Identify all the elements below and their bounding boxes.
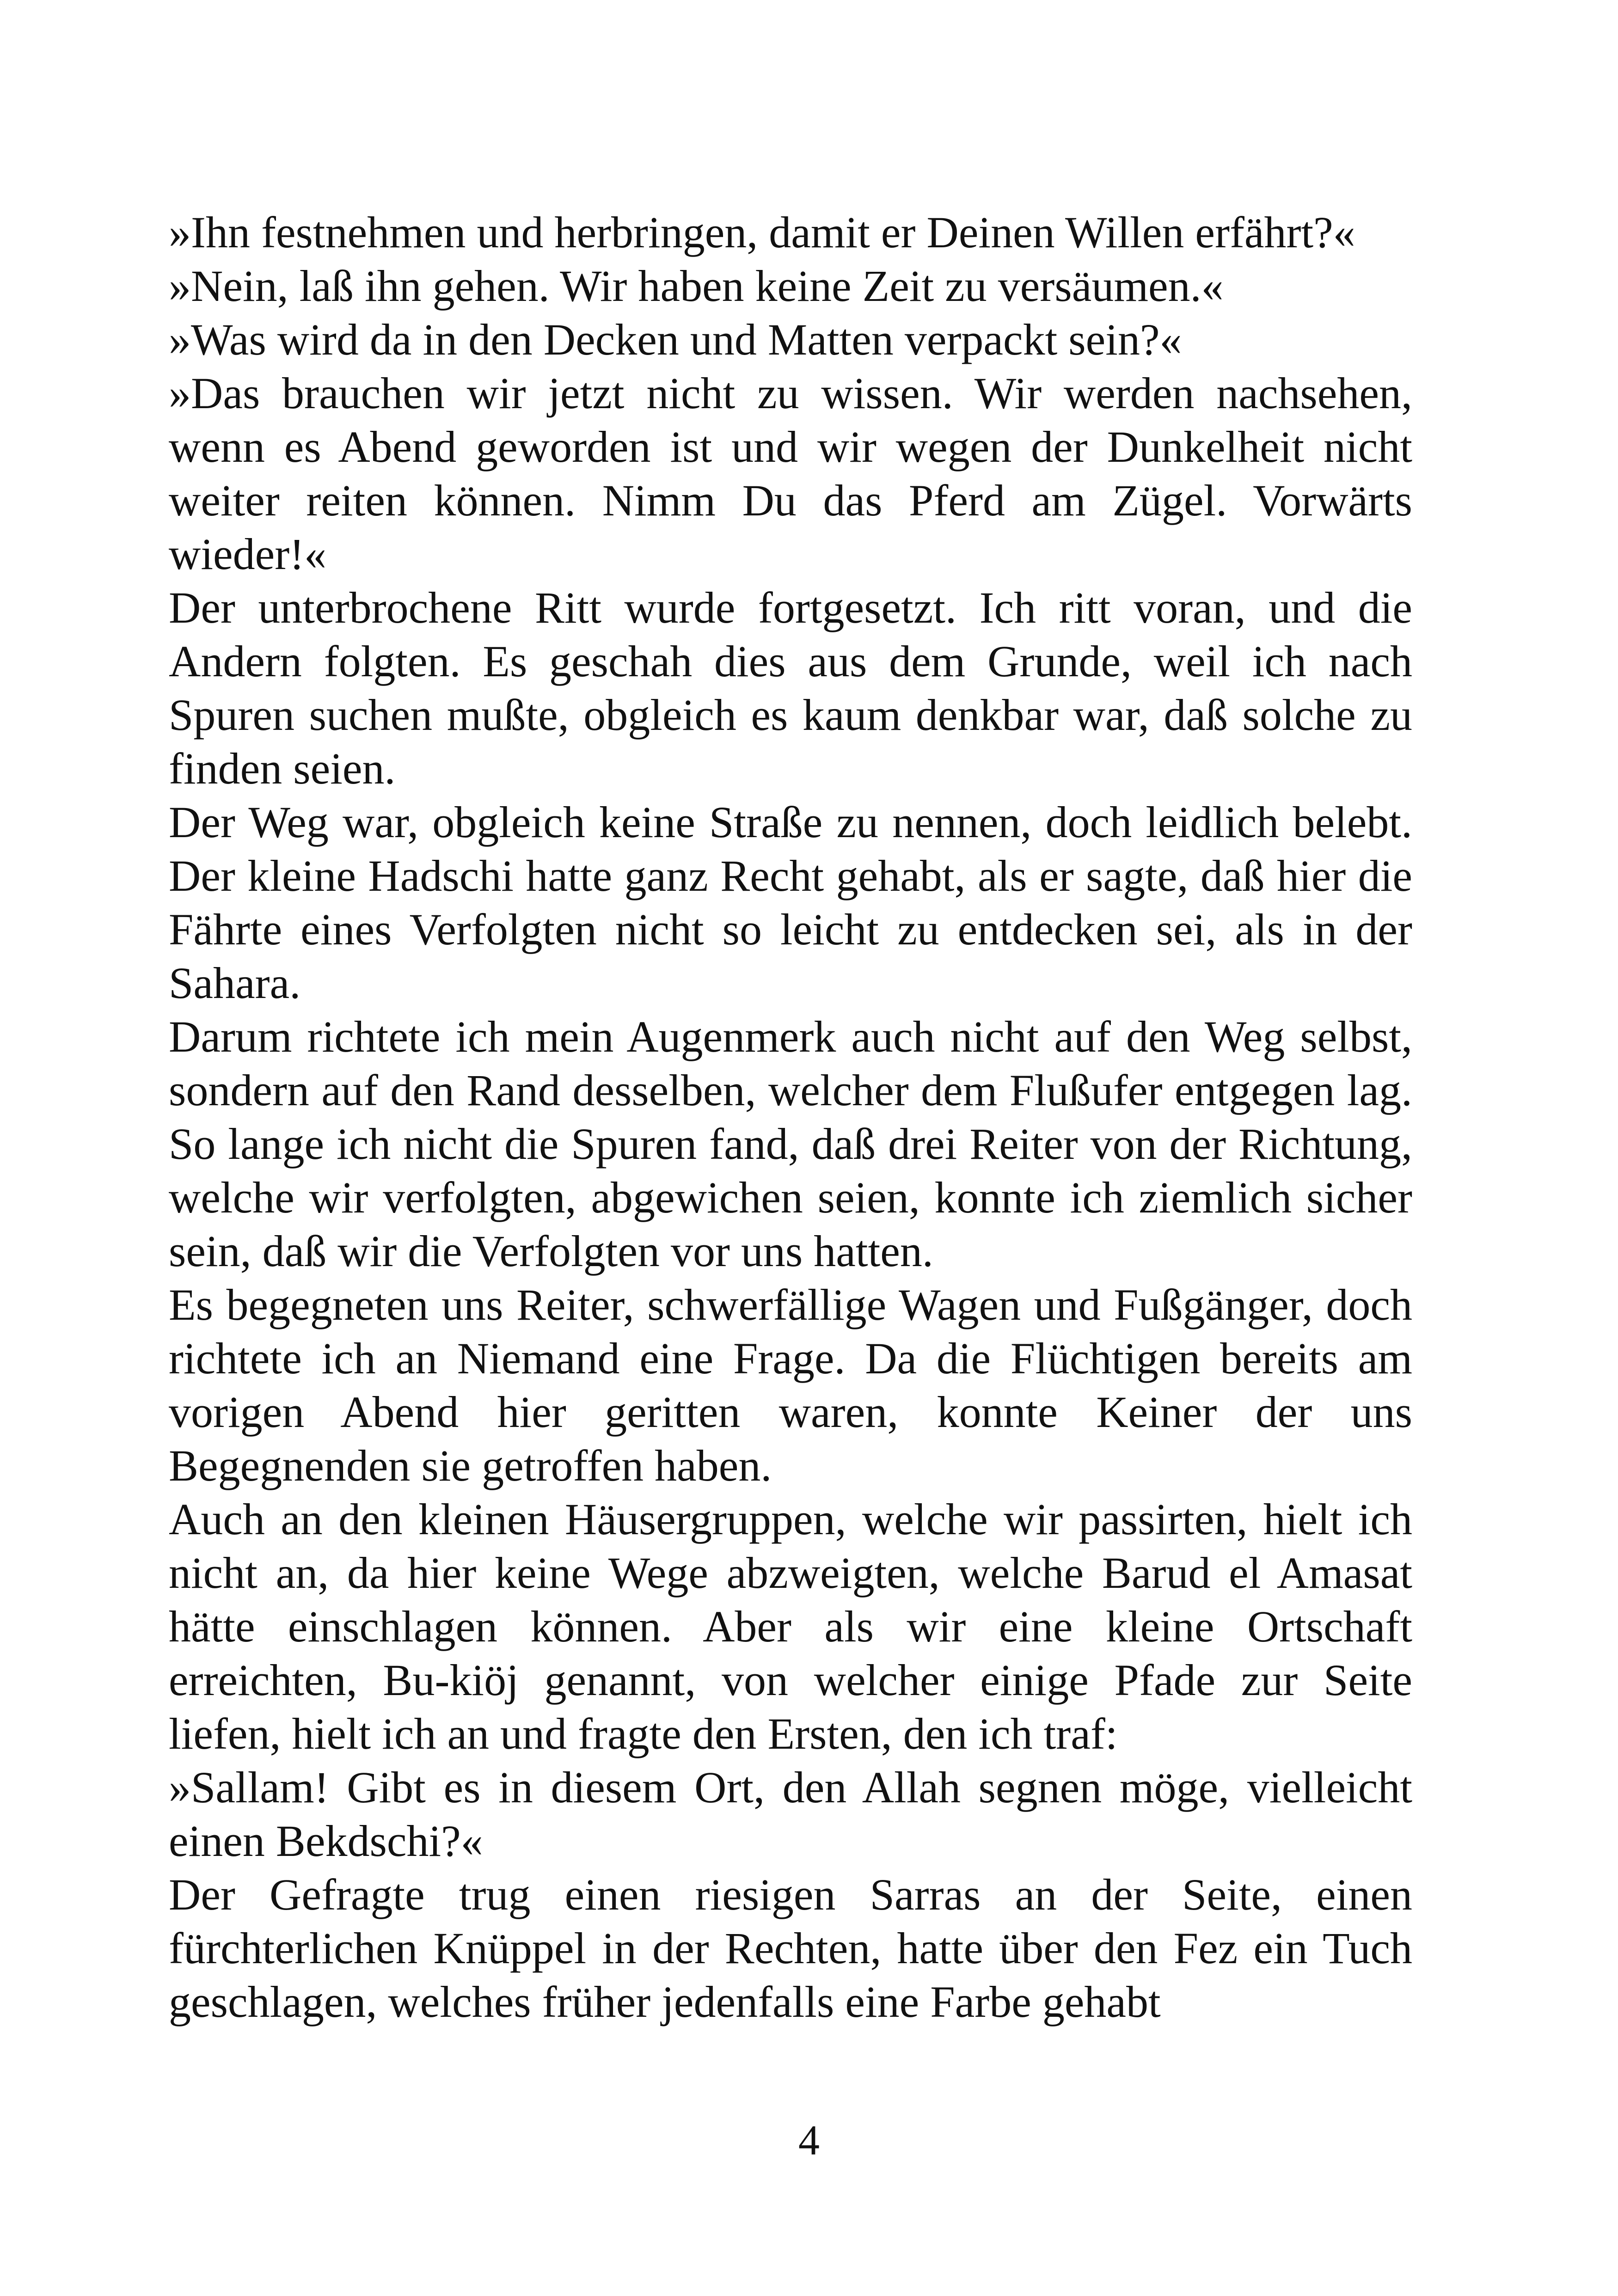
body-text [169,206,1412,2029]
paragraph: Es begegneten uns Reiter, schwerfällige Wagen und Fußgänger, doch richtete ich an Niemand eine Frage. Da die Flüchtigen bereits am vorigen Abend hier geritten waren, konnte Keiner der uns Begegnenden sie getroffen haben. [169,1280,1412,1490]
paragraph: »Ihn festnehmen und herbringen, damit er Deinen Willen erfährt?« [169,208,1355,257]
paragraph: Der Gefragte trug einen riesigen Sarras an der Seite, einen fürchterlichen Knüppel in der Rechten, hatte über den Fez ein Tuch geschlagen, welches früher jedenfalls eine Farbe gehabt [169,1870,1412,2027]
page-number: 4 [798,2117,820,2164]
paragraph: »Sallam! Gibt es in diesem Ort, den Allah segnen möge, vielleicht einen Bekdschi?« [169,1763,1412,1866]
paragraph: »Was wird da in den Decken und Matten verpackt sein?« [169,315,1182,364]
paragraph: Darum richtete ich mein Augenmerk auch nicht auf den Weg selbst, sondern auf den Rand desselben, welcher dem Flußufer entgegen lag. So lange ich nicht die Spuren fand, daß drei Reiter von der Richtung, welche wir verfolgten, abgewichen seien, konnte ich ziemlich sicher sein, daß wir die Verfolgten vor uns hatten. [169,1012,1412,1276]
paragraph: »Das brauchen wir jetzt nicht zu wissen. Wir werden nachsehen, wenn es Abend geworden ist und wir wegen der Dunkelheit nicht weiter reiten können. Nimm Du das Pferd am Zügel. Vorwärts wieder!« [169,368,1412,579]
paragraph: Der unterbrochene Ritt wurde fortgesetzt. Ich ritt voran, und die Andern folgten. Es geschah dies aus dem Grunde, weil ich nach Spuren suchen mußte, obgleich es kaum denkbar war, daß solche zu finden seien. [169,583,1412,793]
paragraph: Der Weg war, obgleich keine Straße zu nennen, doch leidlich belebt. Der kleine Hadschi hatte ganz Recht gehabt, als er sagte, daß hier die Fährte eines Verfolgten nicht so leicht zu entdecken sei, als in der Sahara. [169,797,1412,1008]
paragraph: »Nein, laß ihn gehen. Wir haben keine Zeit zu versäumen.« [169,261,1224,311]
paragraph: Auch an den kleinen Häusergruppen, welche wir passirten, hielt ich nicht an, da hier keine Wege abzweigten, welche Barud el Amasat hätte einschlagen können. Aber als wir eine kleine Ortschaft erreichten, Bu-kiöj genannt, von welcher einige Pfade zur Seite liefen, hielt ich an und fragte den Ersten, den ich traf: [169,1494,1412,1758]
